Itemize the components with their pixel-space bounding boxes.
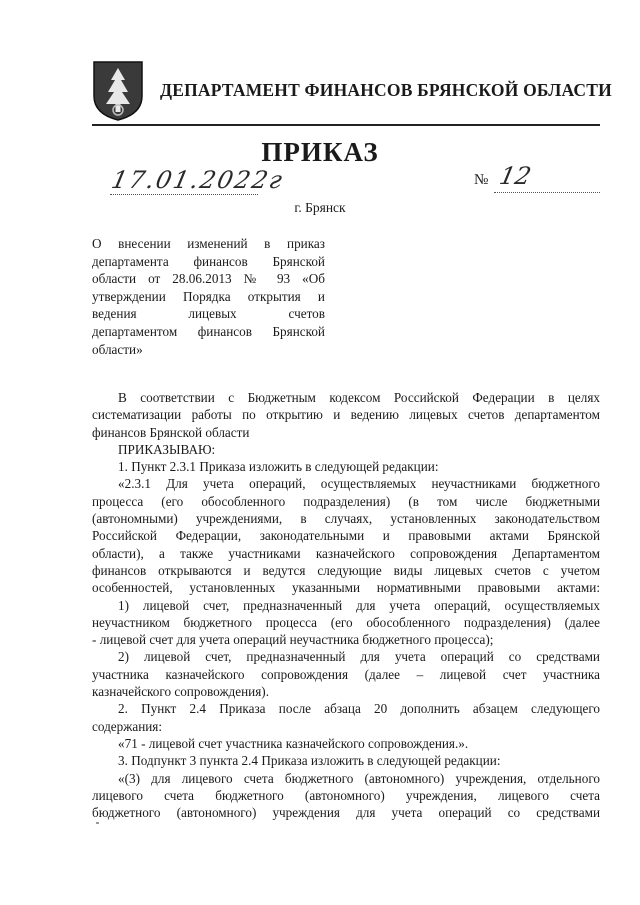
subject-line: области от 28.06.2013 № 93 «Об	[92, 271, 325, 287]
header-divider	[92, 124, 600, 126]
body-line: неучастником бюджетного процесса (его обособленного подразделения) (далее	[92, 614, 600, 630]
body-line: финансов Брянской области	[92, 424, 250, 440]
body-line: особенностей, установленных указанными нормативными правовыми актами:	[92, 580, 600, 596]
city: г. Брянск	[294, 200, 346, 215]
subject-line: области»	[92, 341, 143, 357]
subject-line: департамента финансов Брянской	[92, 253, 325, 269]
body-line: области), а также участниками казначейского сопровождения Департаментом	[92, 545, 600, 561]
body-line: 1) лицевой счет, предназначенный для учета операций, осуществляемых	[118, 597, 600, 613]
body-line: «(3) для лицевого счета бюджетного (автономного) учреждения, отдельного	[118, 770, 600, 786]
number-label: №	[474, 172, 489, 188]
body-line: бюджетного (автономного) учреждения для учета операций со средствами	[92, 805, 600, 821]
date-underline	[110, 194, 258, 195]
order-body	[92, 389, 600, 821]
subject-line: О внесении изменений в приказ	[92, 236, 325, 251]
body-line: финансов открываются и ведутся следующие виды лицевых счетов с учетом	[92, 562, 600, 578]
body-line: 1. Пункт 2.3.1 Приказа изложить в следующей редакции:	[118, 459, 439, 475]
subject-line: утверждении Порядка открытия и	[92, 288, 325, 304]
coat-of-arms-icon	[92, 60, 144, 122]
body-line: процесса (его обособленного подразделения) (в том числе бюджетными	[92, 493, 600, 509]
subject-line: ведения лицевых счетов	[92, 306, 325, 322]
body-line: лицевого счета бюджетного (автономного) учреждения, лицевого счета	[92, 787, 600, 803]
body-line: ПРИКАЗЫВАЮ:	[118, 441, 216, 457]
body-line: участника казначейского сопровождения (далее – лицевой счет участника	[92, 666, 600, 682]
subject-block	[92, 235, 325, 358]
body-line: «71 - лицевой счет участника казначейского сопровождения.».	[118, 735, 469, 751]
number-underline	[494, 192, 600, 193]
body-line: В соответствии с Бюджетным кодексом Российской Федерации в целях	[118, 390, 600, 405]
body-line: 2. Пункт 2.4 Приказа после абзаца 20 дополнить абзацем следующего	[118, 701, 600, 717]
handwritten-number: 12	[497, 162, 534, 190]
body-line: (автономными) учреждениями, в случаях, установленных законодательством	[92, 511, 600, 527]
body-line: 3. Подпункт 3 пункта 2.4 Приказа изложить в следующей редакции:	[118, 753, 501, 769]
body-line: «2.3.1 Для учета операций, осуществляемых неучастниками бюджетного	[118, 476, 600, 492]
body-line: систематизации работы по открытию и ведению лицевых счетов департаментом	[92, 407, 600, 423]
body-line: содержания:	[92, 718, 163, 734]
body-line: Российской Федерации, законодательными и правовыми актами Брянской	[92, 528, 600, 544]
body-line: - лицевой счет для учета операций неучастника бюджетного процесса);	[92, 632, 494, 648]
handwritten-date: 17.01.2022г	[109, 166, 287, 194]
body-line: казначейского сопровождения).	[92, 684, 269, 700]
department-name: ДЕПАРТАМЕНТ ФИНАНСОВ БРЯНСКОЙ ОБЛАСТИ	[160, 80, 612, 100]
body-line: 2) лицевой счет, предназначенный для учета операций со средствами	[118, 649, 600, 665]
subject-line: департаментом финансов Брянской	[92, 323, 325, 339]
scan-speck	[96, 822, 99, 824]
document-title: ПРИКАЗ	[261, 137, 379, 167]
